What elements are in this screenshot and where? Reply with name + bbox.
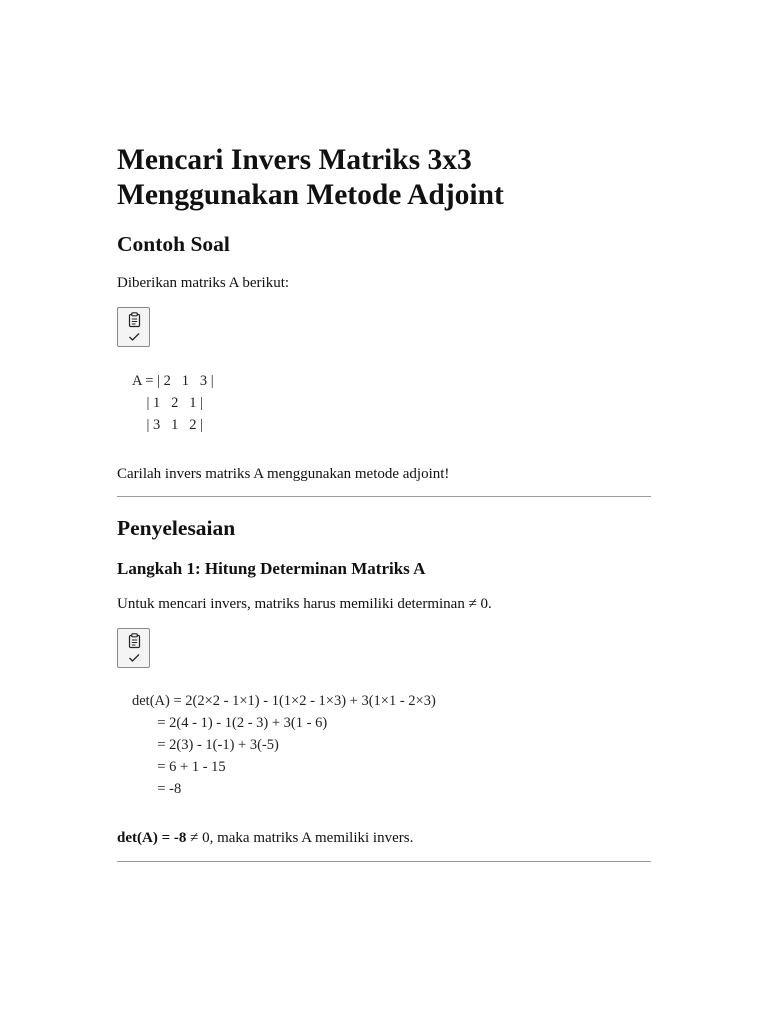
- copy-code-button[interactable]: [117, 307, 150, 347]
- conclusion-rest: ≠ 0, maka matriks A memiliki invers.: [186, 830, 414, 846]
- question-text: Carilah invers matriks A menggunakan metode adjoint!: [117, 466, 450, 482]
- determinant-code-block: [117, 690, 436, 800]
- code-line: det(A) = 2(2×2 - 1×1) - 1(1×2 - 1×3) + 3(1×1 - 2×3): [132, 693, 436, 709]
- intro-text: Diberikan matriks A berikut:: [117, 275, 290, 291]
- section-heading-contoh-soal: Contoh Soal: [117, 232, 230, 256]
- code-line: = -8: [132, 781, 182, 797]
- clipboard-check-icon: [118, 308, 151, 348]
- page-title: Mencari Invers Matriks 3x3 Menggunakan Metode Adjoint: [117, 144, 504, 211]
- section-heading-penyelesaian: Penyelesaian: [117, 516, 236, 540]
- code-line: A = | 2 1 3 |: [132, 373, 214, 389]
- code-line: = 2(4 - 1) - 1(2 - 3) + 3(1 - 6): [132, 715, 328, 731]
- copy-code-button[interactable]: [117, 628, 150, 668]
- code-line: = 6 + 1 - 15: [132, 759, 226, 775]
- code-line: | 1 2 1 |: [132, 395, 204, 411]
- step-heading: Langkah 1: Hitung Determinan Matriks A: [117, 559, 426, 578]
- code-line: | 3 1 2 |: [132, 417, 204, 433]
- matrix-code-block: [117, 370, 214, 436]
- conclusion-bold: det(A) = -8: [117, 830, 187, 846]
- conclusion-text: [117, 828, 413, 848]
- divider: [117, 861, 651, 862]
- clipboard-check-icon: [118, 629, 151, 669]
- code-line: = 2(3) - 1(-1) + 3(-5): [132, 737, 279, 753]
- step-text: Untuk mencari invers, matriks harus memiliki determinan ≠ 0.: [117, 596, 492, 612]
- divider: [117, 496, 651, 497]
